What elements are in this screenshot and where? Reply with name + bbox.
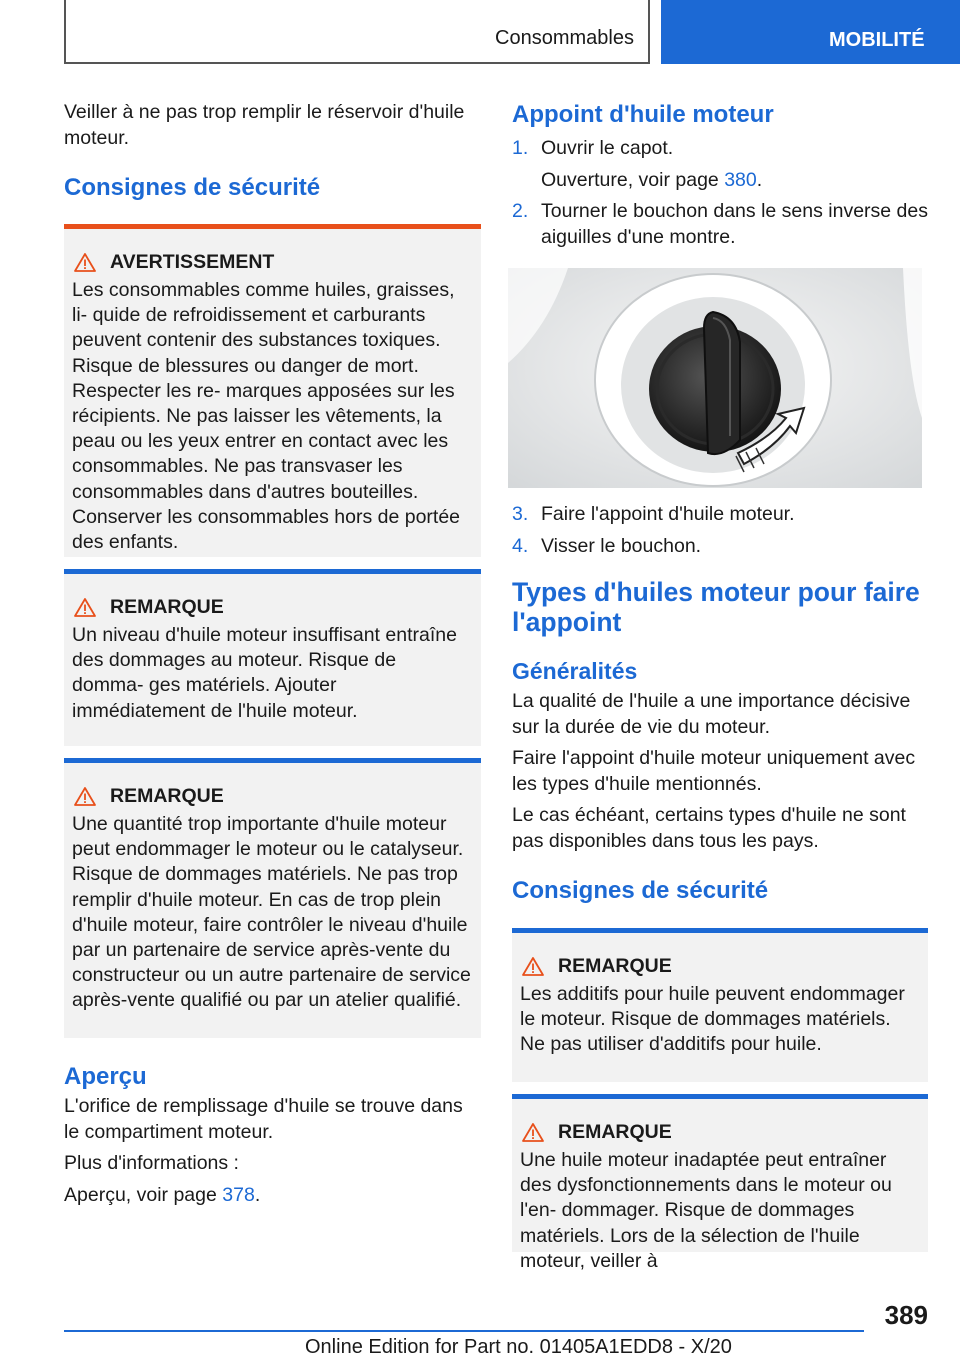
overview-heading: Aperçu — [64, 1063, 147, 1090]
reference-suffix: . — [254, 1183, 261, 1206]
note-title-text: REMARQUE — [558, 1121, 672, 1143]
general-paragraph-3: Le cas échéant, certains types d'huile ne sont pas disponibles dans tous les pays. — [512, 804, 906, 852]
warning-title — [72, 251, 473, 274]
warning-triangle-icon — [522, 1123, 544, 1142]
right-column — [512, 100, 928, 1272]
page-link-380[interactable]: 380 — [724, 168, 757, 191]
note-title-text: REMARQUE — [110, 785, 224, 807]
warning-triangle-icon — [74, 787, 96, 806]
page-link-378[interactable]: 378 — [222, 1183, 255, 1206]
reference-prefix: Ouverture, voir page — [541, 168, 725, 191]
step-number: 1. — [512, 137, 529, 159]
note-title — [72, 596, 473, 619]
step-item — [512, 534, 928, 560]
header-section-tab — [661, 0, 960, 64]
step-text: Faire l'appoint d'huile moteur. — [541, 503, 795, 525]
reference-prefix: Aperçu, voir page — [64, 1183, 223, 1206]
edition-note: Online Edition for Part no. 01405A1EDD8 - X/20 — [305, 1336, 732, 1358]
warning-triangle-icon — [522, 957, 544, 976]
note-title — [520, 1121, 920, 1144]
note-box-3 — [512, 928, 928, 1082]
note-box-2 — [64, 758, 481, 1038]
topup-heading: Appoint d'huile moteur — [512, 101, 774, 128]
section-title: MOBILITÉ — [829, 29, 925, 51]
intro-text: Veiller à ne pas trop remplir le réservoir d'huile moteur. — [64, 101, 465, 149]
note-text: Une huile moteur inadaptée peut entraîner des dysfonctionnements dans le moteur ou l'en- dommager. Risque de dommages matériels. Lors de la sélection de l'huile moteur, veiller à — [520, 1149, 892, 1272]
step-text: Tourner le bouchon dans le sens inverse des aiguilles d'une montre. — [541, 200, 928, 248]
general-paragraph-1: La qualité de l'huile a une importance décisive sur la durée de vie du moteur. — [512, 690, 911, 738]
header-chapter-tab — [64, 0, 650, 64]
note-title — [72, 785, 473, 808]
warning-text: Les consommables comme huiles, graisses, li- quide de refroidissement et carburants peuvent contenir des substances toxiques. Risque de blessures ou danger de mort. Respecter les re- marques apposées sur les récipients. Ne pas laisser les vêtements, la peau ou les yeux entrer en contact avec les consommables. Ne pas transvaser les consommables dans d'autres bouteilles. Conserver les consommables hors de portée des enfants. — [72, 279, 461, 554]
warning-triangle-icon — [74, 253, 96, 272]
note-text: Une quantité trop importante d'huile moteur peut endommager le moteur ou le catalyseur. Risque de dommages matériels. Ne pas trop remplir d'huile moteur. En cas de trop plein d'huile moteur, faire contrôler le niveau d'huile par un partenaire de service après-vente du constructeur ou un autre partenaire de service après-vente qualifié ou par un atelier qualifié. — [72, 813, 471, 1012]
note-text: Les additifs pour huile peuvent endommager le moteur. Risque de dommages matériels. Ne pas utiliser d'additifs pour huile. — [520, 983, 905, 1056]
note-text: Un niveau d'huile moteur insuffisant entraîne des dommages au moteur. Risque de domma- ges matériels. Ajouter immédiatement de l'huile moteur. — [72, 624, 457, 722]
step-item — [512, 502, 928, 528]
note-title — [520, 955, 920, 978]
page-number: 389 — [884, 1300, 928, 1330]
general-paragraph-2: Faire l'appoint d'huile moteur uniquement avec les types d'huile mentionnés. — [512, 747, 916, 795]
oil-types-heading: Types d'huiles moteur pour faire l'appoint — [512, 577, 920, 637]
chapter-title: Consommables — [495, 27, 634, 49]
overview-reference — [64, 1183, 481, 1209]
step1-reference — [512, 168, 928, 194]
step-number: 2. — [512, 200, 529, 222]
safety-heading-2: Consignes de sécurité — [512, 877, 769, 904]
note-title-text: REMARQUE — [110, 596, 224, 618]
step-item — [512, 199, 928, 250]
warning-title-text: AVERTISSEMENT — [110, 251, 275, 273]
note-title-text: REMARQUE — [558, 955, 672, 977]
safety-heading: Consignes de sécurité — [64, 174, 321, 201]
oil-cap-illustration — [508, 268, 922, 488]
step-item — [512, 136, 928, 162]
oil-cap-image — [508, 268, 922, 488]
step-number: 4. — [512, 534, 529, 557]
left-column — [64, 100, 481, 1214]
footer-divider — [64, 1330, 864, 1332]
step-text: Ouvrir le capot. — [541, 137, 674, 159]
warning-triangle-icon — [74, 598, 96, 617]
step-number: 3. — [512, 503, 529, 525]
overview-text: L'orifice de remplissage d'huile se trouve dans le compartiment moteur. — [64, 1095, 463, 1143]
more-info-label: Plus d'informations : — [64, 1152, 239, 1174]
reference-suffix: . — [756, 168, 763, 191]
general-heading: Généralités — [512, 658, 638, 684]
note-box-1 — [64, 569, 481, 746]
warning-box — [64, 224, 481, 557]
note-box-4 — [512, 1094, 928, 1272]
step-text: Visser le bouchon. — [541, 534, 702, 557]
